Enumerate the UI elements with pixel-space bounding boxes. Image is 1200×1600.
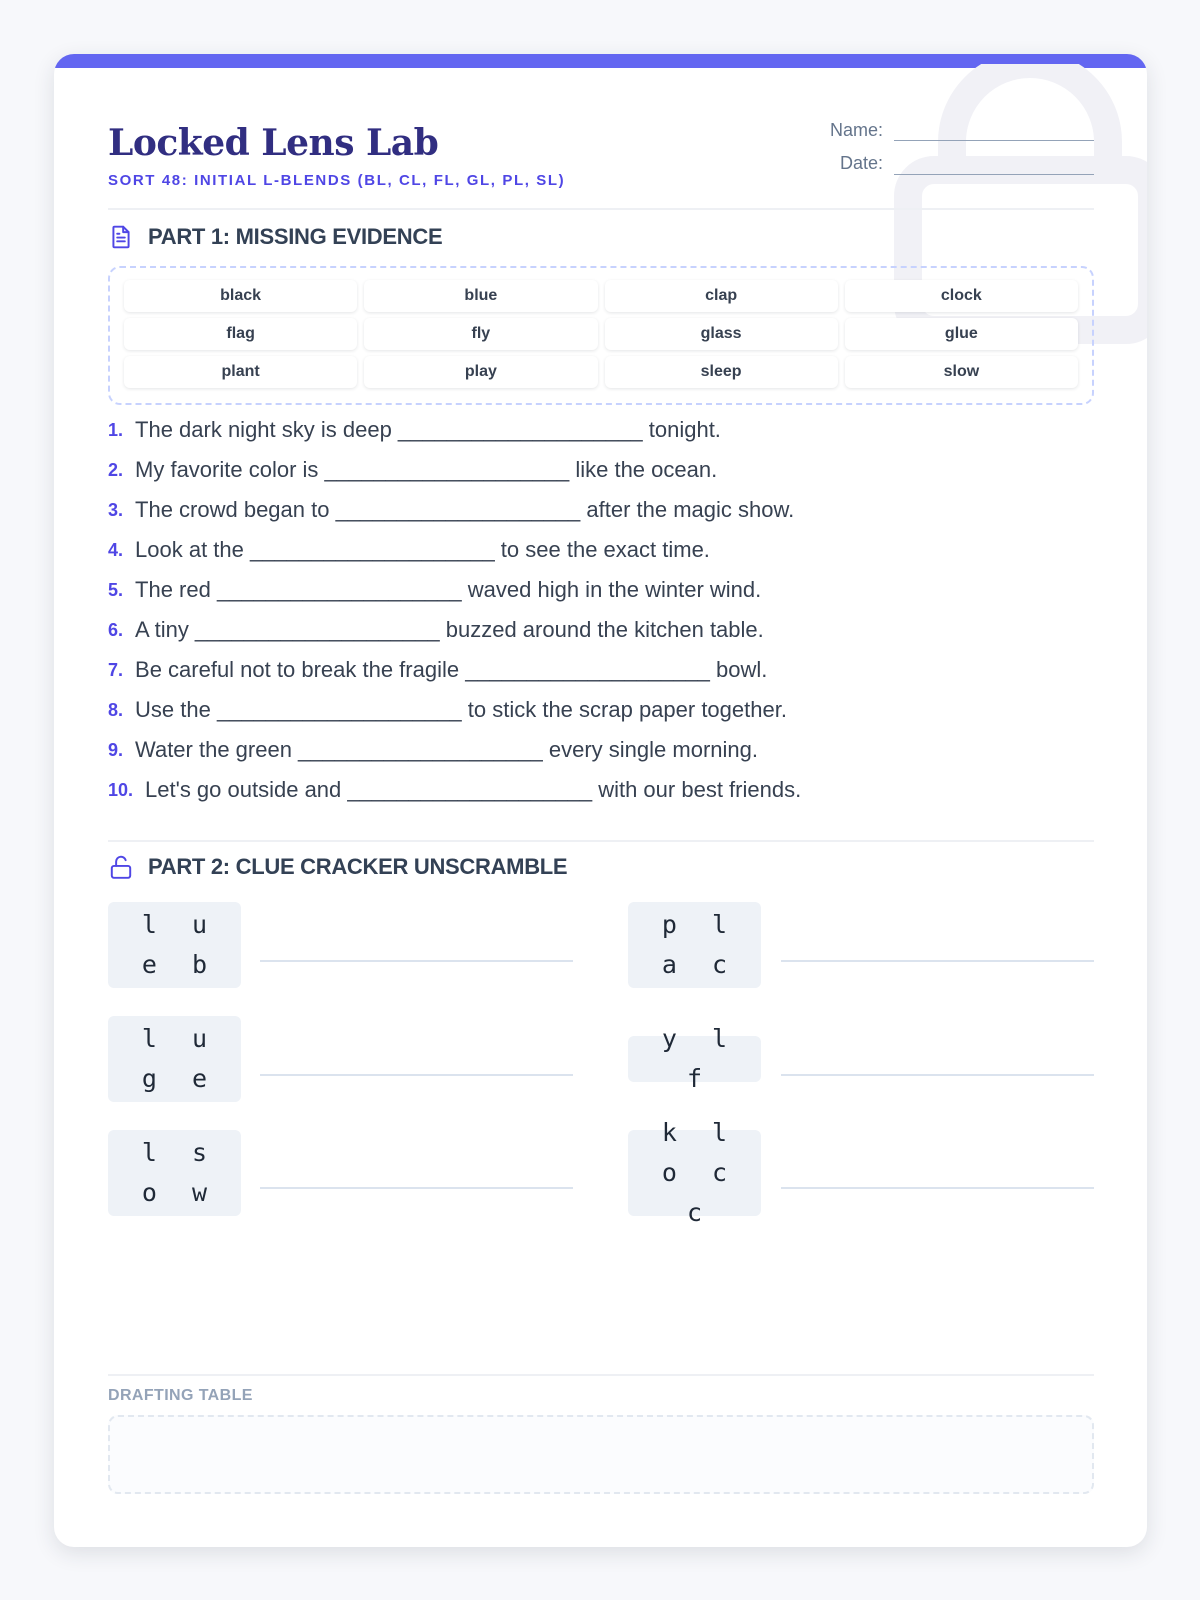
question-number: 10.: [108, 779, 134, 800]
question-list: [108, 410, 801, 810]
question-item: [108, 530, 801, 570]
word-chip: plant: [124, 356, 357, 388]
scramble-tile: y l f: [628, 1036, 761, 1082]
document-icon: [108, 224, 134, 250]
question-number: 8.: [108, 699, 124, 720]
question-item: [108, 650, 801, 690]
part1-heading: [108, 224, 442, 250]
worksheet-title: Locked Lens Lab: [108, 122, 439, 164]
question-text: Let's go outside and ____________________ with our best friends.: [145, 777, 802, 802]
question-text: Look at the ____________________ to see the exact time.: [135, 537, 710, 562]
drafting-area[interactable]: [108, 1415, 1094, 1494]
question-number: 3.: [108, 499, 124, 520]
question-text: Water the green ____________________ every single morning.: [135, 737, 758, 762]
answer-line[interactable]: [260, 960, 573, 962]
scramble-tile: l s o w: [108, 1130, 241, 1216]
question-text: The dark night sky is deep ____________________ tonight.: [135, 417, 721, 442]
answer-line[interactable]: [781, 1074, 1094, 1076]
drafting-label: DRAFTING TABLE: [108, 1387, 253, 1404]
worksheet-page: [54, 54, 1147, 1547]
word-chip: blue: [364, 280, 597, 312]
scramble-tile: k l o c c: [628, 1130, 761, 1216]
word-bank: [108, 266, 1094, 405]
date-label: Date:: [840, 153, 884, 173]
part1-title: PART 1: MISSING EVIDENCE: [148, 224, 443, 249]
word-chip: clap: [605, 280, 838, 312]
question-item: [108, 690, 801, 730]
word-chip: sleep: [605, 356, 838, 388]
scramble-tile: l u g e: [108, 1016, 241, 1102]
question-number: 5.: [108, 579, 124, 600]
unlock-icon: [108, 854, 134, 880]
question-item: [108, 610, 801, 650]
answer-line[interactable]: [260, 1187, 573, 1189]
question-number: 9.: [108, 739, 124, 760]
name-field[interactable]: [894, 140, 1094, 141]
word-chip: flag: [124, 318, 357, 350]
question-item: [108, 490, 801, 530]
word-chip: fly: [364, 318, 597, 350]
question-item: [108, 770, 801, 810]
question-item: [108, 570, 801, 610]
answer-line[interactable]: [260, 1074, 573, 1076]
word-chip: play: [364, 356, 597, 388]
question-number: 1.: [108, 419, 124, 440]
word-chip: clock: [845, 280, 1078, 312]
name-label: Name:: [830, 120, 884, 140]
part2-title: PART 2: CLUE CRACKER UNSCRAMBLE: [148, 854, 568, 879]
section-divider: [108, 840, 1094, 842]
question-text: My favorite color is ____________________ like the ocean.: [135, 457, 718, 482]
date-field[interactable]: [894, 174, 1094, 175]
question-text: A tiny ____________________ buzzed around the kitchen table.: [135, 617, 764, 642]
word-chip: glue: [845, 318, 1078, 350]
scramble-tile: l u e b: [108, 902, 241, 988]
word-chip: glass: [605, 318, 838, 350]
question-text: Use the ____________________ to stick the scrap paper together.: [135, 697, 787, 722]
question-text: Be careful not to break the fragile ____________________ bowl.: [135, 657, 768, 682]
question-item: [108, 730, 801, 770]
question-number: 6.: [108, 619, 124, 640]
question-number: 7.: [108, 659, 124, 680]
word-chip: black: [124, 280, 357, 312]
question-number: 4.: [108, 539, 124, 560]
question-item: [108, 450, 801, 490]
scramble-tile: p l a c: [628, 902, 761, 988]
question-text: The red ____________________ waved high in the winter wind.: [135, 577, 762, 602]
answer-line[interactable]: [781, 960, 1094, 962]
question-item: [108, 410, 801, 450]
footer-divider: [108, 1374, 1094, 1376]
answer-line[interactable]: [781, 1187, 1094, 1189]
header-divider: [108, 208, 1094, 210]
word-chip: slow: [845, 356, 1078, 388]
worksheet-subtitle: SORT 48: INITIAL L-BLENDS (BL, CL, FL, GL, PL, SL): [108, 172, 566, 189]
question-text: The crowd began to ____________________ after the magic show.: [135, 497, 795, 522]
question-number: 2.: [108, 459, 124, 480]
part2-heading: [108, 854, 567, 880]
